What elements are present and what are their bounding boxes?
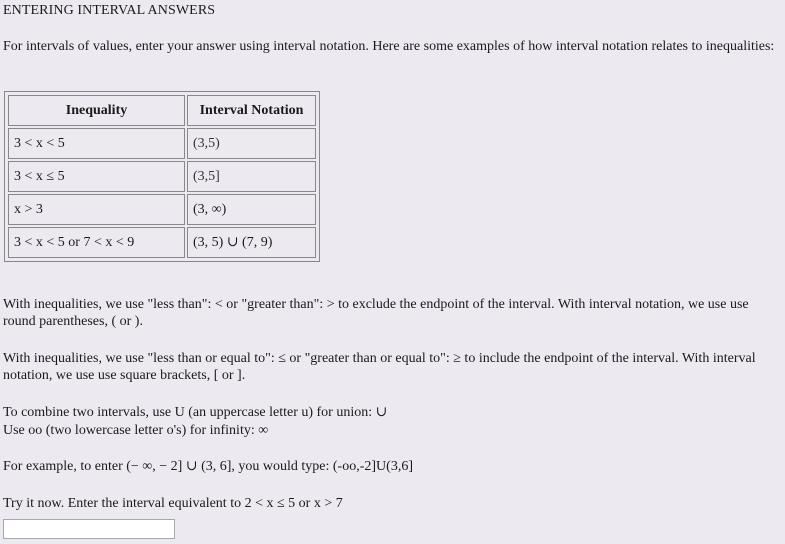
interval-cell: (3, ∞) <box>187 194 316 225</box>
example-math: (− ∞, − 2] ∪ (3, 6] <box>126 459 232 474</box>
union-instruction: To combine two intervals, use U (an uppercase letter u) for union: ∪ <box>3 405 388 420</box>
try-math: 2 < x ≤ 5 or x > 7 <box>244 496 343 511</box>
exclude-endpoint-paragraph: With inequalities, we use "less than": < or "greater than": > to exclude the endpoint of the interval. With interval notation, we use use round parentheses, ( or ). <box>3 297 749 329</box>
interval-cell: (3, 5) ∪ (7, 9) <box>187 227 316 258</box>
inequality-cell: 3 < x < 5 <box>8 128 185 159</box>
example-suffix: , you would type: (-oo,-2]U(3,6] <box>231 459 413 474</box>
table-header-row <box>8 95 316 126</box>
inequality-cell: 3 < x ≤ 5 <box>8 161 185 192</box>
header-inequality: Inequality <box>8 95 185 126</box>
page-title: ENTERING INTERVAL ANSWERS <box>3 3 216 18</box>
header-interval-notation: Interval Notation <box>187 95 316 126</box>
include-endpoint-paragraph: With inequalities, we use "less than or equal to": ≤ or "greater than or equal to": ≥ to include the endpoint of the interval. With interval notation, we use use square brackets, [ or ]. <box>3 351 756 383</box>
try-prefix: Try it now. Enter the interval equivalent to <box>3 496 242 511</box>
table-row <box>8 194 316 225</box>
interval-table <box>6 93 318 260</box>
intro-paragraph: For intervals of values, enter your answer using interval notation. Here are some examples of how interval notation relates to inequalities: <box>3 39 775 54</box>
inequality-cell: x > 3 <box>8 194 185 225</box>
infinity-instruction: Use oo (two lowercase letter o's) for infinity: ∞ <box>3 423 269 438</box>
interval-cell: (3,5] <box>187 161 316 192</box>
try-it-line <box>3 495 778 512</box>
table-row <box>8 128 316 159</box>
interval-table-frame <box>4 91 320 262</box>
inequality-cell: 3 < x < 5 or 7 < x < 9 <box>8 227 185 258</box>
example-prefix: For example, to enter <box>3 459 123 474</box>
answer-input[interactable] <box>3 519 175 539</box>
table-row <box>8 227 316 258</box>
interval-cell: (3,5) <box>187 128 316 159</box>
example-line <box>3 458 778 475</box>
table-row <box>8 161 316 192</box>
